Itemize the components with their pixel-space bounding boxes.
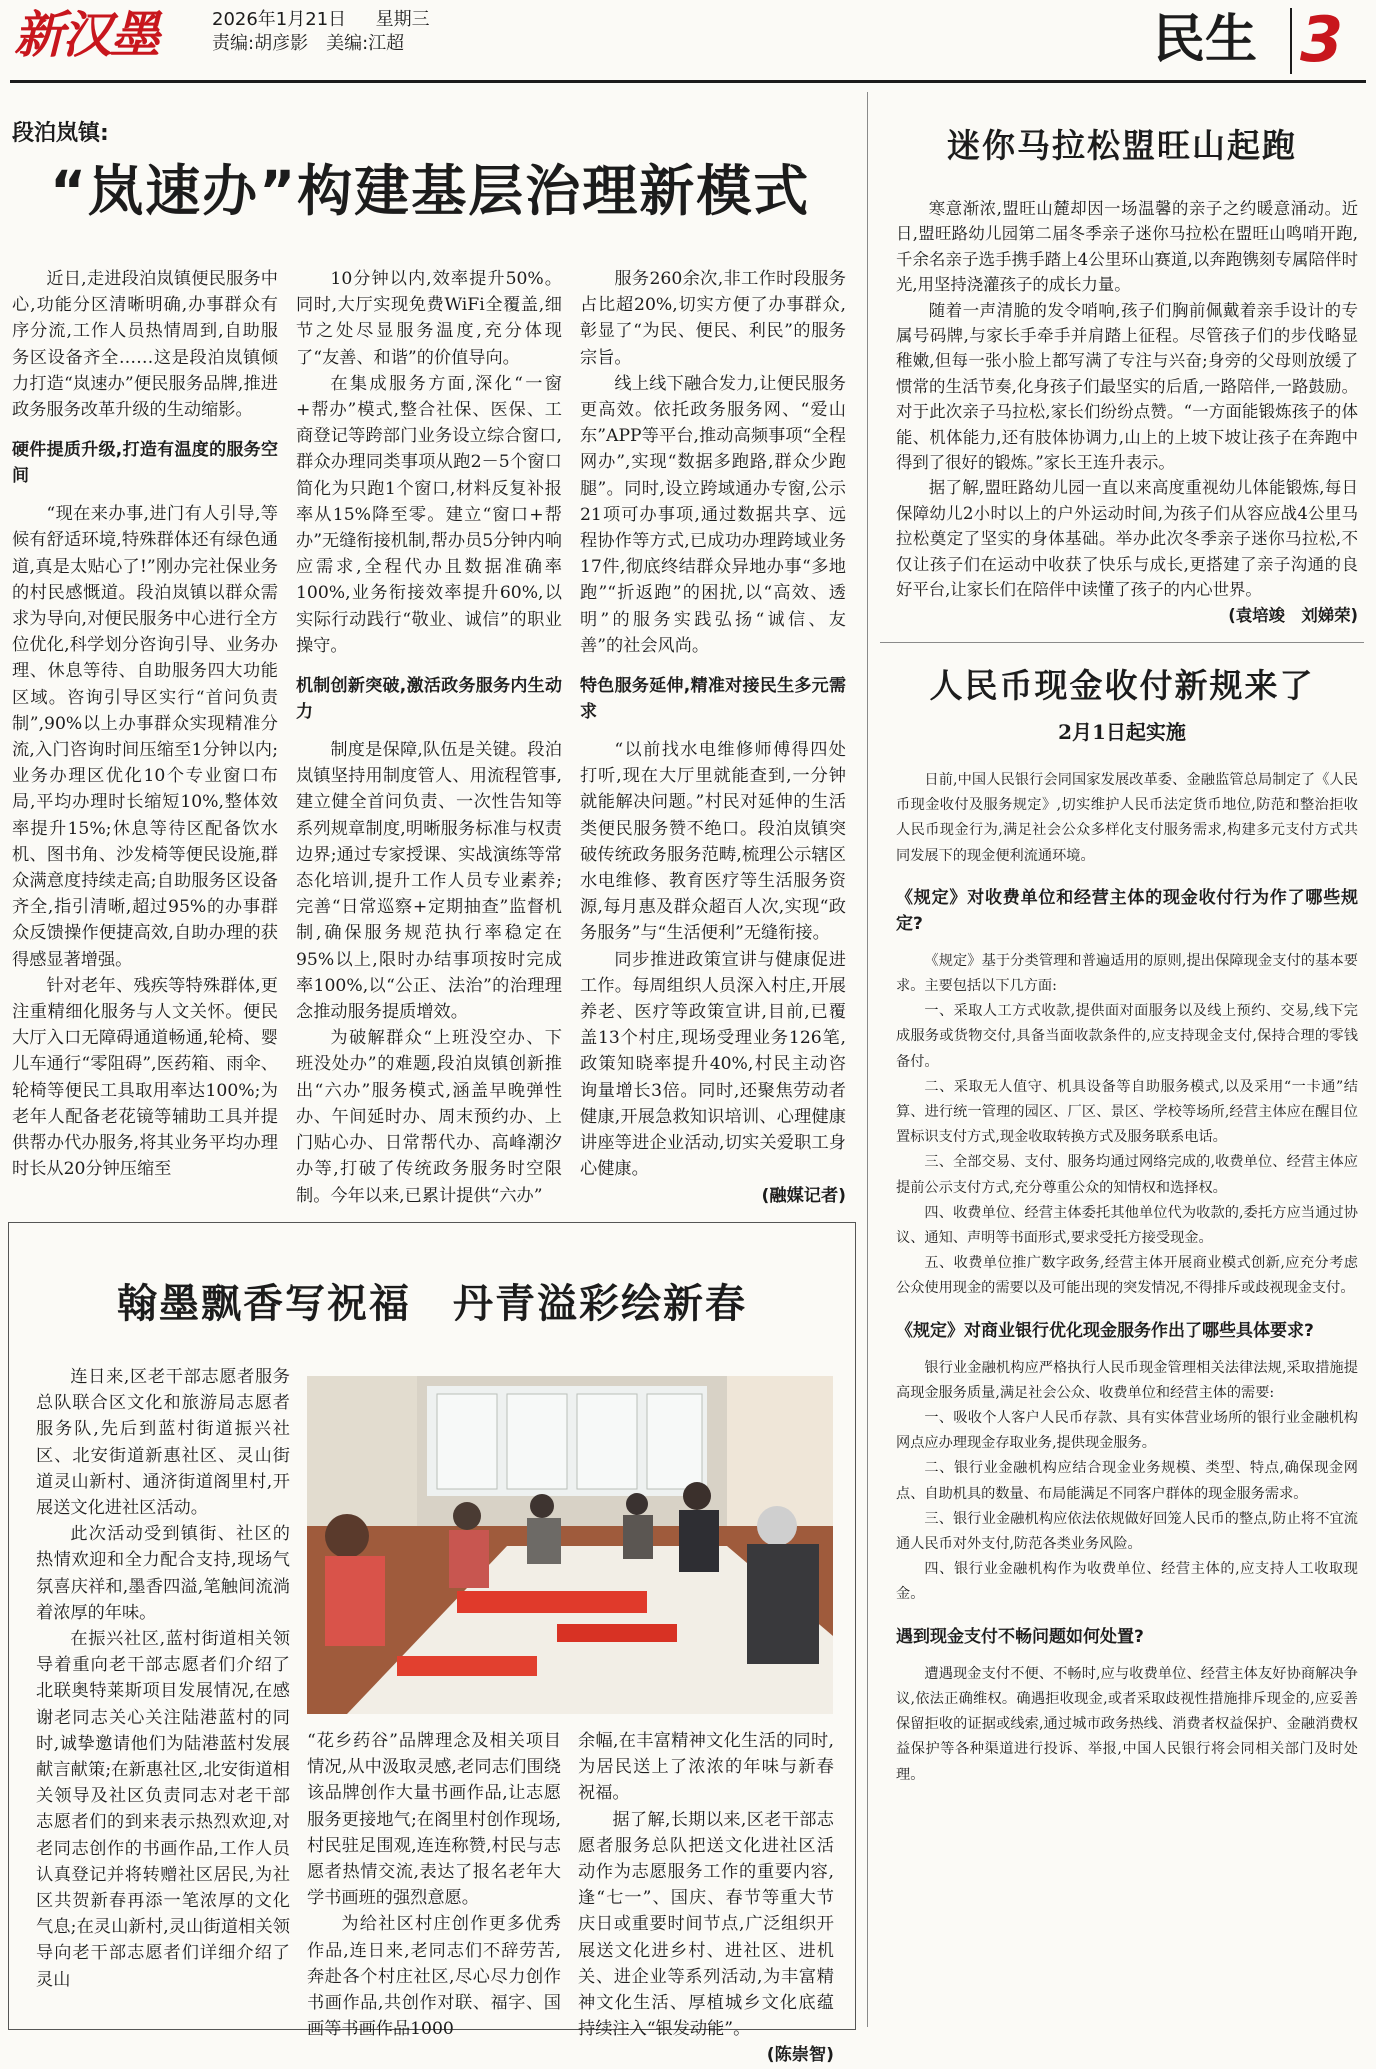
byline: (融媒记者) [761,1185,846,1206]
section-name: 民生 [1153,10,1258,70]
paragraph: 三、全部交易、支付、服务均通过网络完成的,收费单位、经营主体应提前公示支付方式,充分尊重公众的知情权和选择权。 [896,1154,1358,1196]
paragraph: 一、吸收个人客户人民币存款、具有实体营业场所的银行业金融机构网点应办理现金存取业务,提供现金服务。 [896,1410,1358,1452]
main-article-col3 [580,266,846,1209]
calligraphy-col2 [307,1728,561,2042]
paragraph: “以前找水电维修师傅得四处打听,现在大厅里就能查到,一分钟就能解决问题。”村民对延伸的生活类便民服务赞不绝口。段泊岚镇突破传统政务服务范畴,梳理公示辖区水电维修、教育医疗等生活服务资源,每月惠及群众超百人次,实现“政务服务”与“生活便利”无缝衔接。 [580,740,846,944]
paragraph: 连日来,区老干部志愿者服务总队联合区文化和旅游局志愿者服务队,先后到蓝村街道振兴社区、北安街道新惠社区、灵山街道灵山新村、通济街道阁里村,开展送文化进社区活动。 [36,1367,290,1519]
column-divider [867,92,868,2027]
calligraphy-photo-illustration [307,1376,833,1714]
logo-text: 新汉墨 [14,5,158,64]
calligraphy-col3 [578,1728,834,2069]
paragraph: 一、采取人工方式收款,提供面对面服务以及线上预约、交易,线下完成服务或货物交付,具备当面收款条件的,应支持现金支付,保持合理的零钱备付。 [896,1003,1358,1070]
calligraphy-photo [307,1376,833,1714]
paragraph: 五、收费单位推广数字政务,经营主体开展商业模式创新,应充分考虑公众使用现金的需要以及可能出现的突发情况,不得排斥或歧视现金支付。 [896,1255,1358,1297]
article-headline: “岚速办”构建基层治理新模式 [50,159,811,223]
paragraph: 余幅,在丰富精神文化生活的同时,为居民送上了浓浓的年味与新春祝福。 [578,1731,834,1804]
paragraph: 10分钟以内,效率提升50%。同时,大厅实现免费WiFi全覆盖,细节之处尽显服务温度,充分体现了“友善、和谐”的价值导向。 [296,269,562,368]
marathon-body [896,196,1358,628]
paragraph: 为给社区村庄创作更多优秀作品,连日来,老同志们不辞劳苦,奔赴各个村庄社区,尽心尽力创作书画作品,共创作对联、福字、国画等书画作品1000 [307,1914,561,2040]
paragraph: 线上线下融合发力,让便民服务更高效。依托政务服务网、“爱山东”APP等平台,推动高频事项“全程网办”,实现“数据多跑路,群众少跑腿”。同时,设立跨域通办专窗,公示21项可办事项,通过数据共享、远程协作等方式,已成功办理跨域业务17件,彻底终结群众异地办事“多地跑”“折返跑”的困扰,以“高效、透明”的服务实践弘扬“诚信、友善”的社会风尚。 [580,373,846,656]
masthead-info [212,8,430,56]
currency-headline: 人民币现金收付新规来了 [929,666,1315,705]
paragraph: 遭遇现金支付不便、不畅时,应与收费单位、经营主体友好协商解决争议,依法正确维权。确遇拒收现金,或者采取歧视性措施排斥现金的,应妥善保留拒收的证据或线索,通过城市政务热线、消费者权益保护、金融消费权益保护等各种渠道进行投诉、举报,中国人民银行将会同相关部门及时处理。 [896,1665,1358,1783]
paragraph: 四、收费单位、经营主体委托其他单位代为收款的,委托方应当通过协议、通知、声明等书面形式,要求受托方接受现金。 [896,1204,1358,1247]
editors-credit: 责编:胡彦影 美编:江超 [212,33,405,54]
paragraph: 二、采取无人值守、机具设备等自助服务模式,以及采用“一卡通”结算、进行统一管理的园区、厂区、景区、学校等场所,经营主体应在醒目位置标识支付方式,现金收取转换方式及服务联系电话。 [896,1078,1358,1146]
marathon-headline: 迷你马拉松盟旺山起跑 [947,126,1297,165]
right-column-separator [880,642,1364,643]
paragraph: 据了解,长期以来,区老干部志愿者服务总队把送文化进社区活动作为志愿服务工作的重要内容,逢“七一”、国庆、春节等重大节庆日或重要时间节点,广泛组织开展送文化进乡村、进社区、进机关、进企业等系列活动,为丰富精神文化生活、厚植城乡文化底蕴持续注入“银发动能”。 [578,1809,834,2040]
paragraph: “现在来办事,进门有人引导,等候有舒适环境,特殊群体还有绿色通道,真是太贴心了!”刚办完社保业务的村民感慨道。段泊岚镇以群众需求为导向,对便民服务中心进行全方位优化,科学划分咨询引导、业务办理、休息等待、自助服务四大功能区域。咨询引导区实行“首问负责制”,90%以上办事群众实现精准分流,入门咨询时间压缩至1分钟以内;业务办理区优化10个专业窗口布局,平均办理时长缩短10%,整体效率提升15%;休息等待区配备饮水机、图书角、沙发椅等便民设施,群众满意度持续走高;自助服务区设备齐全,指引清晰,超过95%的办事群众反馈操作便捷高效,自助办理的获得感显著增强。 [12,504,278,970]
paragraph: 《规定》基于分类管理和普遍适用的原则,提出保障现金支付的基本要求。主要包括以下几方面: [896,952,1358,995]
paragraph: 服务260余次,非工作时段服务占比超20%,切实方便了办事群众,彰显了“为民、便民、利民”的服务宗旨。 [580,269,846,368]
paragraph: 为破解群众“上班没空办、下班没处办”的难题,段泊岚镇创新推出“六办”服务模式,涵盖早晚弹性办、午间延时办、周末预约办、上门贴心办、日常帮代办、高峰潮汐办等,打破了传统政务服务时空限制。今年以来,已累计提供“六办” [296,1028,562,1206]
subheading: 机制创新突破,激活政务服务内生动力 [296,676,562,723]
byline: (陈崇智) [766,2045,834,2066]
paragraph: 四、银行业金融机构作为收费单位、经营主体的,应支持人工收取现金。 [896,1561,1358,1603]
paragraph: 近日,走进段泊岚镇便民服务中心,功能分区清晰明确,办事群众有序分流,工作人员热情周到,自助服务区设备齐全……这是段泊岚镇倾力打造“岚速办”便民服务品牌,推进政务服务改革升级的生动缩影。 [12,269,278,421]
question-2: 《规定》对商业银行优化现金服务作出了哪些具体要求? [896,1320,1314,1341]
masthead-rule [10,80,1366,83]
paragraph: 日前,中国人民银行会同国家发展改革委、金融监管总局制定了《人民币现金收付及服务规定》,切实维护人民币法定货币地位,防范和整治拒收人民币现金行为,满足社会公众多样化支付服务需求,构建多元支付方式共同发展下的现金便利流通环境。 [896,772,1358,864]
paragraph: 银行业金融机构应严格执行人民币现金管理相关法律法规,采取措施提高现金服务质量,满足社会公众、收费单位和经营主体的需要: [896,1359,1358,1401]
calligraphy-headline: 翰墨飘香写祝福 丹青溢彩绘新春 [117,1280,747,1327]
paragraph: 寒意渐浓,盟旺山麓却因一场温馨的亲子之约暖意涌动。近日,盟旺路幼儿园第二届冬季亲子迷你马拉松在盟旺山鸣哨开跑,千余名亲子选手携手踏上4公里环山赛道,以奔跑镌刻专属陪伴时光,用坚持浇灌孩子的成长力量。 [896,199,1358,295]
question-1: 《规定》对收费单位和经营主体的现金收付行为作了哪些规定? [896,887,1358,934]
paragraph: 在集成服务方面,深化“一窗+帮办”模式,整合社保、医保、工商登记等跨部门业务设立综合窗口,群众办理同类事项从跑2－5个窗口简化为只跑1个窗口,材料反复补报率从15%降至零。建立“窗口+帮办”无缝衔接机制,帮办员5分钟内响应需求,全程代办且数据准确率100%,业务衔接效率提升60%,以实际行动践行“敬业、诚信”的职业操守。 [296,373,562,656]
article-kicker: 段泊岚镇: [12,121,109,146]
paragraph: 此次活动受到镇街、社区的热情欢迎和全力配合支持,现场气氛喜庆祥和,墨香四溢,笔触间流淌着浓厚的年味。 [36,1524,290,1623]
currency-body [896,768,1358,1788]
subheading: 特色服务延伸,精准对接民生多元需求 [580,676,846,723]
main-article-col2 [296,266,562,1209]
paragraph: 三、银行业金融机构应依法依规做好回笼人民币的整点,防止将不宜流通人民币对外支付,防范各类业务风险。 [896,1510,1358,1553]
subheading: 硬件提质升级,打造有温度的服务空间 [12,440,278,487]
paragraph: “花乡药谷”品牌理念及相关项目情况,从中汲取灵感,老同志们围绕该品牌创作大量书画作品,让志愿服务更接地气;在阁里村创作现场,村民驻足围观,连连称赞,村民与志愿者热情交流,表达了报名老年大学书画班的强烈意愿。 [307,1731,561,1909]
paragraph: 同步推进政策宣讲与健康促进工作。每周组织人员深入村庄,开展养老、医疗等政策宣讲,目前,已覆盖13个村庄,现场受理业务126笔,政策知晓率提升40%,村民主动咨询量增长3倍。同时,还聚焦劳动者健康,开展急救知识培训、心理健康讲座等进企业活动,切实关爱职工身心健康。 [580,949,846,1180]
paragraph: 制度是保障,队伍是关键。段泊岚镇坚持用制度管人、用流程管事,建立健全首问负责、一次性告知等系列规章制度,明晰服务标准与权责边界;通过专家授课、实战演练等常态化培训,提升工作人员专业素养;完善“日常巡察+定期抽查”监督机制,确保服务规范执行率稳定在95%以上,限时办结事项按时完成率100%,以“公正、法治”的治理理念推动服务提质增效。 [296,740,562,1023]
paragraph: 随着一声清脆的发令哨响,孩子们胸前佩戴着亲手设计的专属号码牌,与家长手牵手并肩踏上征程。尽管孩子们的步伐略显稚嫩,但每一张小脸上都写满了专注与兴奋;身旁的父母则放缓了惯常的生活节奏,化身孩子们最坚实的后盾,一路陪伴,一路鼓励。对于此次亲子马拉松,家长们纷纷点赞。“一方面能锻炼孩子的体能、机体能力,还有肢体协调力,山上的上坡下坡让孩子在奔跑中得到了很好的锻炼。”家长王连升表示。 [896,300,1358,473]
currency-subhead: 2月1日起实施 [1058,720,1186,744]
calligraphy-col1 [36,1364,290,1993]
masthead-divider-vertical [1290,8,1292,74]
page-number: 3 [1300,3,1344,76]
paragraph: 二、银行业金融机构应结合现金业务规模、类型、特点,确保现金网点、自助机具的数量、布局能满足不同客户群体的现金服务需求。 [896,1460,1358,1502]
issue-date: 2026年1月21日 [212,9,347,30]
paragraph: 据了解,盟旺路幼儿园一直以来高度重视幼儿体能锻炼,每日保障幼儿2小时以上的户外运动时间,为孩子们从容应战4公里马拉松奠定了坚实的身体基础。举办此次冬季亲子迷你马拉松,不仅让孩子们在运动中收获了快乐与成长,更搭建了亲子沟通的良好平台,让家长们在陪伴中读懂了孩子的内心世界。 [896,478,1358,600]
issue-weekday: 星期三 [375,9,430,30]
paragraph: 在振兴社区,蓝村街道相关领导着重向老干部志愿者们介绍了北联奥特莱斯项目发展情况,在感谢老同志关心关注陆港蓝村的同时,诚挚邀请他们为陆港蓝村发展献言献策;在新惠社区,北安街道相关领导及社区负责同志对老干部志愿者们的到来表示热烈欢迎,对老同志创作的书画作品,工作人员认真登记并将转赠社区居民,为社区共贺新春再添一笔浓厚的文化气息;在灵山新村,灵山街道相关领导向老干部志愿者们详细介绍了灵山 [36,1629,290,1990]
main-article-col1 [12,266,278,1183]
masthead-logo [14,6,164,64]
byline: (袁培竣 刘娣荣) [1228,605,1358,625]
question-3: 遇到现金支付不畅问题如何处置? [896,1626,1144,1647]
paragraph: 针对老年、残疾等特殊群体,更注重精细化服务与人文关怀。便民大厅入口无障碍通道畅通,轮椅、婴儿车通行“零阻碍”,医药箱、雨伞、轮椅等便民工具取用率达100%;为老年人配备老花镜等辅助工具并提供帮办代办服务,将其业务平均办理时长从20分钟压缩至 [12,975,278,1180]
